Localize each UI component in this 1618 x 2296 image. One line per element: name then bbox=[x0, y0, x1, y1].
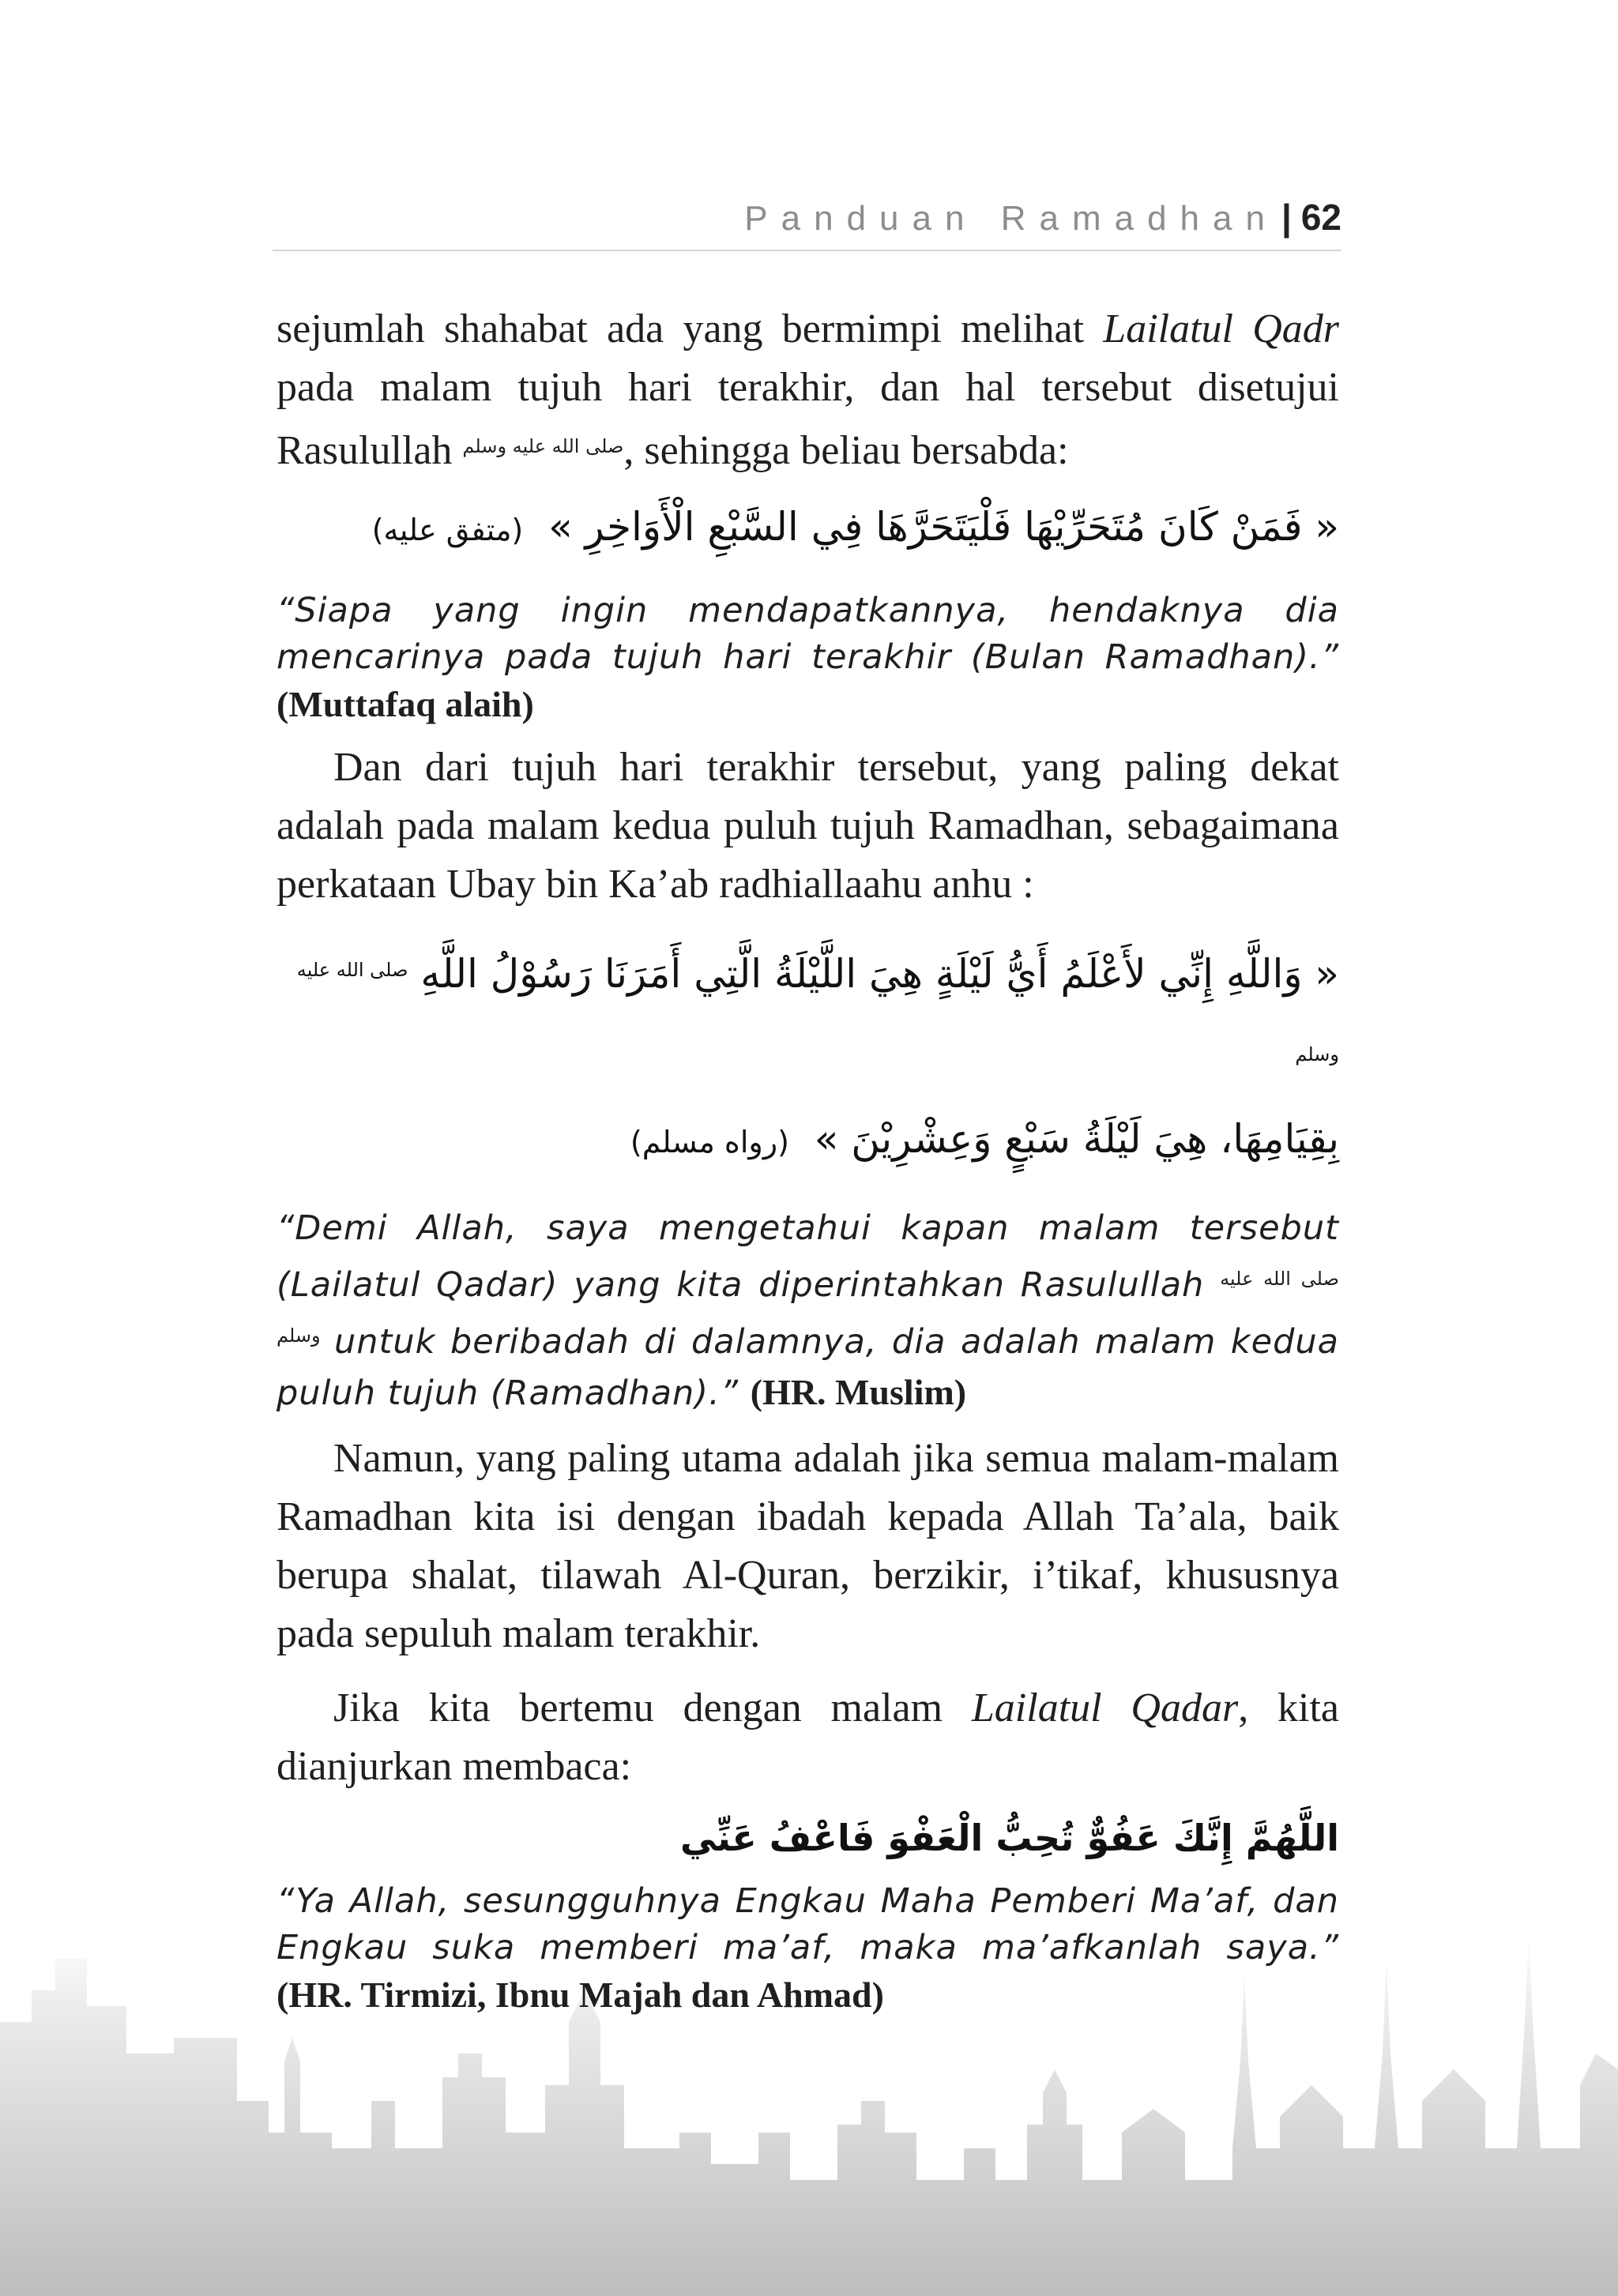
page-body bbox=[277, 300, 1339, 2020]
text-run: pada malam tujuh hari terakhir, dan hal tersebut disetujui Rasulullah bbox=[277, 365, 1339, 473]
paragraph-all-nights: Namun, yang paling utama adalah jika semua malam-malam Ramadhan kita isi dengan ibadah kepada Allah Ta’ala, baik berupa shalat, tilawah Al-Quran, berzikir, i’tikaf, khususnya pada sepuluh malam terakhir. bbox=[277, 1436, 1339, 1656]
honorific-ligature: صلى الله عليه وسلم bbox=[277, 1268, 1339, 1347]
hadith-arabic-1 bbox=[277, 498, 1339, 559]
text-run: , sehingga beliau bersabda: bbox=[623, 428, 1069, 473]
paragraph-lailatul-qadar bbox=[277, 1679, 1339, 1796]
arabic-text: « وَاللَّهِ إِنِّي لأَعْلَمُ أَيُّ لَيْلَةٍ هِيَ اللَّيْلَةُ الَّتِي أَمَرَنَا رَسُوْلُ اللَّهِ bbox=[420, 951, 1339, 997]
hadith-source: (Muttafaq alaih) bbox=[277, 684, 534, 724]
paragraph-ubay: Dan dari tujuh hari terakhir tersebut, yang paling dekat adalah pada malam kedua puluh tujuh Ramadhan, sebagaimana perkataan Ubay bin Ka’ab radhiallaahu anhu : bbox=[277, 745, 1339, 907]
italic-term: Lailatul Qadar bbox=[971, 1685, 1239, 1730]
page-header bbox=[273, 196, 1341, 251]
paragraph-intro bbox=[277, 300, 1339, 480]
text-run: sejumlah shahabat ada yang bermimpi melihat bbox=[277, 306, 1104, 351]
arabic-reference: (رواه مسلم) bbox=[630, 1125, 789, 1159]
honorific-ligature: صلى الله عليه وسلم bbox=[462, 435, 624, 457]
arabic-reference: (متفق عليه) bbox=[371, 513, 524, 547]
translation-text: “Siapa yang ingin mendapatkannya, hendaknya dia mencarinya pada tujuh hari terakhir (Bulan Ramadhan).” bbox=[277, 591, 1339, 677]
translation-text: untuk beribadah di dalamnya, dia adalah malam kedua puluh tujuh (Ramadhan).” bbox=[277, 1322, 1339, 1413]
hadith-source: (HR. Tirmizi, Ibnu Majah dan Ahmad) bbox=[277, 1975, 884, 2015]
page-number: 62 bbox=[1300, 197, 1341, 238]
dua-arabic: اللَّهُمَّ إِنَّكَ عَفُوٌّ تُحِبُّ الْعَفْوَ فَاعْفُ عَنِّي bbox=[680, 1817, 1339, 1859]
text-run: , kita dianjurkan membaca: bbox=[277, 1685, 1339, 1789]
translation-text: “Ya Allah, sesungguhnya Engkau Maha Pemberi Ma’af, dan Engkau suka memberi ma’af, maka ma’afkanlah saya.” bbox=[277, 1881, 1339, 1967]
header-separator: | bbox=[1281, 197, 1292, 238]
hadith-source: (HR. Muslim) bbox=[750, 1372, 967, 1412]
arabic-text: « فَمَنْ كَانَ مُتَحَرِّيْهَا فَلْيَتَحَرَّهَا فِي السَّبْعِ الْأَوَاخِرِ » bbox=[548, 504, 1339, 550]
honorific-ligature: صلى الله عليه وسلم bbox=[296, 959, 1339, 1065]
running-title: Panduan Ramadhan bbox=[744, 199, 1278, 238]
dua-translation bbox=[277, 1878, 1339, 2020]
hadith-arabic-2 bbox=[277, 930, 1339, 1182]
arabic-text: بِقِيَامِهَا، هِيَ لَيْلَةُ سَبْعٍ وَعِشْرِيْنَ » bbox=[814, 1116, 1339, 1162]
hadith-translation-1 bbox=[277, 588, 1339, 729]
text-run: Jika kita bertemu dengan malam bbox=[333, 1685, 972, 1730]
hadith-translation-2 bbox=[277, 1203, 1339, 1419]
italic-term: Lailatul Qadr bbox=[1103, 306, 1340, 351]
translation-text: “Demi Allah, saya mengetahui kapan malam tersebut (Lailatul Qadar) yang kita diperintahkan Rasulullah bbox=[277, 1208, 1339, 1305]
